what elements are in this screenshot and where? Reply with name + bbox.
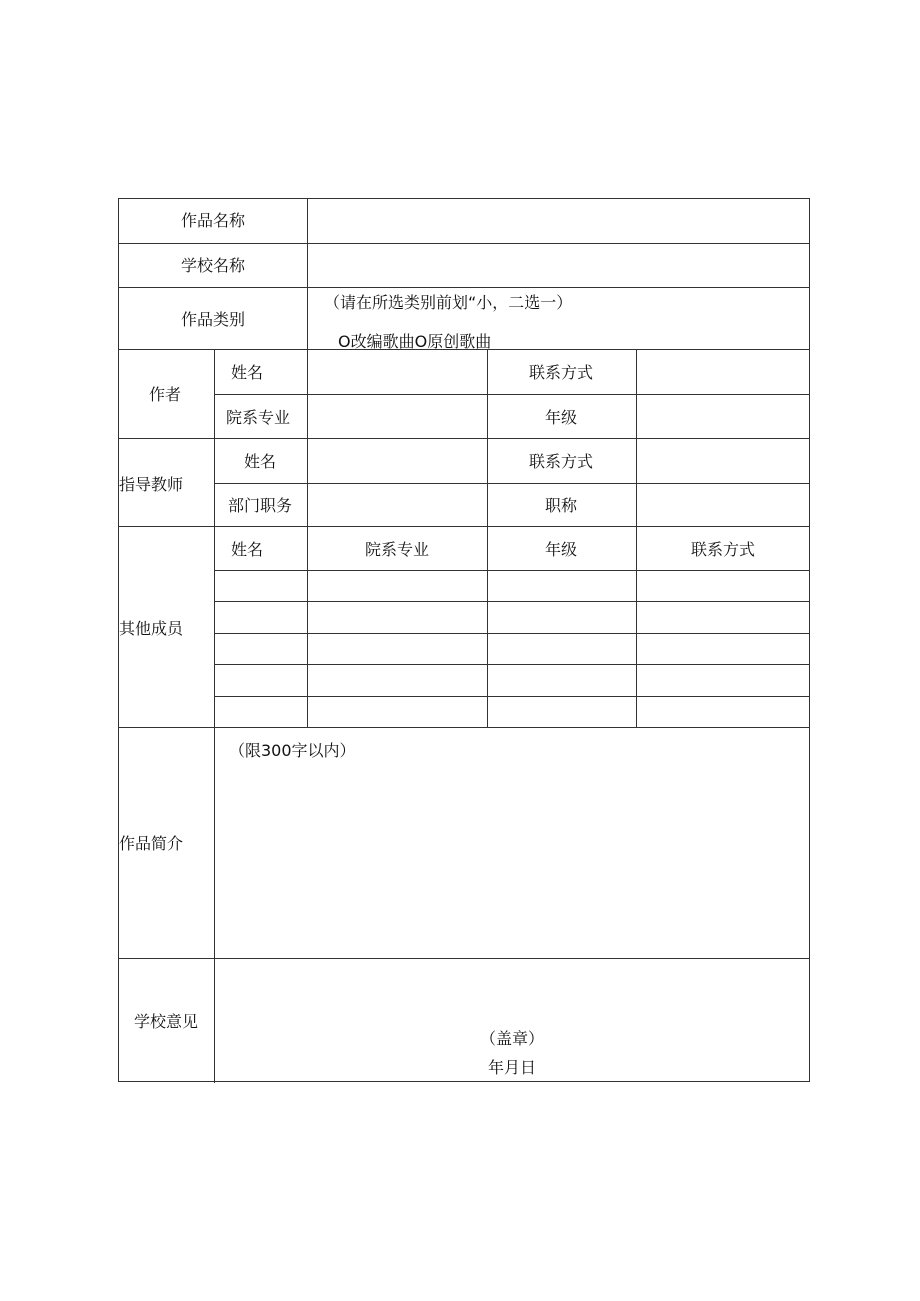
col-divider — [636, 349, 637, 728]
col-divider — [487, 349, 488, 728]
row-divider — [214, 664, 810, 665]
other-members-label: 其他成员 — [119, 619, 184, 638]
advisor-name-label: 姓名 — [243, 452, 277, 471]
author-grade-label: 年级 — [544, 408, 578, 427]
advisor-title-label: 职称 — [544, 496, 578, 515]
author-name-label: 姓名 — [231, 363, 264, 382]
author-dept-major-label: 院系专业 — [226, 408, 291, 427]
row-divider — [119, 958, 810, 959]
work-intro-field[interactable] — [215, 728, 810, 958]
row-divider — [214, 601, 810, 602]
seal-note: （盖章） — [479, 1029, 545, 1048]
category-instruction: （请在所选类别前划“小，二选一） — [324, 293, 573, 312]
author-label: 作者 — [148, 385, 182, 404]
work-name-field[interactable] — [308, 199, 810, 243]
school-name-field[interactable] — [308, 244, 810, 287]
row-divider — [119, 287, 810, 288]
intro-limit-note: （限300字以内） — [229, 741, 356, 760]
row-divider — [214, 570, 810, 571]
author-contact-label: 联系方式 — [528, 363, 594, 382]
row-divider — [214, 696, 810, 697]
school-name-label: 学校名称 — [180, 256, 246, 275]
school-opinion-label: 学校意见 — [133, 1012, 199, 1031]
row-divider — [119, 438, 810, 439]
advisor-label: 指导教师 — [119, 475, 184, 494]
members-grade-header: 年级 — [544, 540, 578, 559]
work-name-label: 作品名称 — [180, 211, 246, 230]
members-contact-header: 联系方式 — [690, 540, 756, 559]
row-divider — [119, 526, 810, 527]
advisor-contact-label: 联系方式 — [528, 452, 594, 471]
work-category-label: 作品类别 — [180, 310, 246, 329]
work-intro-label: 作品简介 — [119, 834, 184, 853]
row-divider — [214, 633, 810, 634]
registration-form — [118, 198, 810, 1082]
date-note: 年月日 — [487, 1058, 537, 1077]
col-divider — [307, 349, 308, 728]
members-name-header: 姓名 — [231, 540, 264, 559]
category-options[interactable]: O改编歌曲O原创歌曲 — [338, 332, 492, 351]
members-dept-major-header: 院系专业 — [364, 540, 430, 559]
col-divider — [214, 349, 215, 1083]
row-divider — [214, 483, 810, 484]
advisor-dept-position-label: 部门职务 — [227, 496, 293, 515]
row-divider — [214, 394, 810, 395]
